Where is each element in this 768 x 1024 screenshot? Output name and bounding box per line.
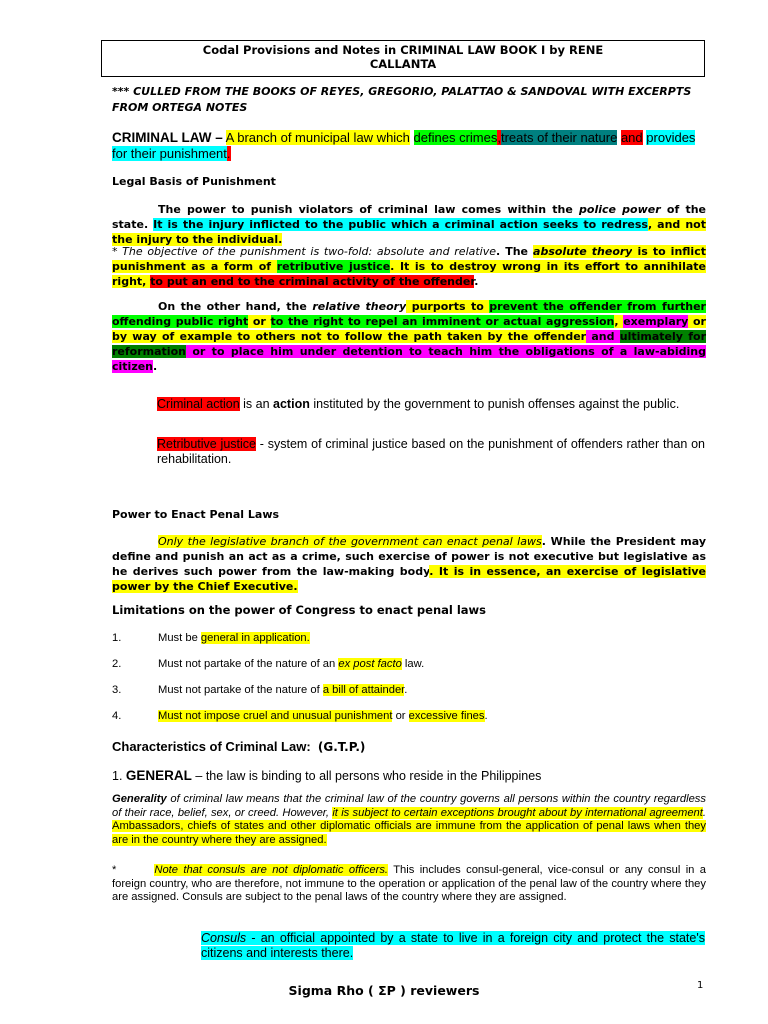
hl-punishment: provides for their punishment (112, 130, 696, 161)
document-title (101, 40, 705, 77)
criminal-law-term: CRIMINAL LAW – (112, 130, 223, 145)
hl-comma: , (497, 130, 501, 145)
hl-treats: treats of their nature (500, 130, 618, 145)
general-characteristic: 1. GENERAL – the law is binding to all persons who reside in the Philippines (112, 768, 542, 783)
title-line-2: CALLANTA (369, 57, 437, 71)
criminal-action-definition: Criminal action is an action instituted by the government to punish offenses against the public. (157, 397, 680, 411)
power-heading: Power to Enact Penal Laws (112, 508, 280, 521)
page-number: 1 (697, 980, 704, 991)
culled-note: *** CULLED FROM THE BOOKS OF REYES, GREGORIO, PALATTAO & SANDOVAL WITH EXCERPTS FROM ORTEGA NOTES (112, 85, 692, 114)
title-line-1: Codal Provisions and Notes in CRIMINAL LAW BOOK I by RENE (202, 43, 604, 57)
footer-text: Sigma Rho ( ΣP ) reviewers (288, 983, 480, 998)
characteristics-heading: Characteristics of Criminal Law: (G.T.P.) (112, 739, 366, 754)
legal-basis-paragraph-1: The power to punish violators of criminal law comes within the police power of the state. It is the injury inflicted to the public which a criminal action seeks to redress, and not the injury to the individual. (112, 203, 706, 246)
legal-basis-paragraph-2: * The objective of the punishment is two-fold: absolute and relative. The absolute theory is to inflict punishment as a form of retributive justice. It is to destroy wrong in its effort to annihilate right, to put an end to the criminal activity of the offender. (112, 245, 706, 288)
consuls-definition: Consuls - an official appointed by a state to live in a foreign city and protect the state's citizens and interests there. (201, 931, 705, 960)
consuls-note: * Note that consuls are not diplomatic officers. This includes consul-general, vice-consul or any consul in a foreign country, who are therefore, not immune to the operation or application of the penal law of the country where they are assigned. Consuls are subject to the penal laws of the country where they are assigned. (112, 864, 706, 903)
hl-defines: defines crimes (413, 130, 498, 145)
criminal-law-definition (112, 130, 706, 162)
legal-basis-paragraph-3: On the other hand, the relative theory purports to prevent the offender from further offending public right or to the right to repel an imminent or actual aggression, exemplary or by way of example to others not to follow the path taken by the offender and ultimately for reformation or to place him under detention to teach him the obligations of a law-abiding citizen. (112, 300, 706, 373)
limitations-heading: Limitations on the power of Congress to enact penal laws (112, 603, 487, 617)
retributive-justice-definition: Retributive justice - system of criminal justice based on the punishment of offenders rather than on rehabilitation. (157, 437, 706, 466)
legal-basis-heading: Legal Basis of Punishment (112, 175, 276, 188)
power-paragraph: Only the legislative branch of the government can enact penal laws. While the President may define and punish an act as a crime, such exercise of power is not executive but legislative as he derives such power from the law-making body. It is in essence, an exercise of legislative power by the Chief Executive. (112, 535, 706, 593)
hl-branch: A branch of municipal law which (225, 130, 410, 145)
hl-period: . (226, 146, 231, 161)
generality-paragraph: Generality of criminal law means that the criminal law of the country governs all persons within the country regardless of their race, belief, sex, or creed. However, it is subject to certain exceptions brought about by international agreement. Ambassadors, chiefs of states and other diplomatic officials are immune from the application of penal laws when they are in the country where they are assigned. (112, 793, 706, 846)
hl-and: and (620, 130, 643, 145)
